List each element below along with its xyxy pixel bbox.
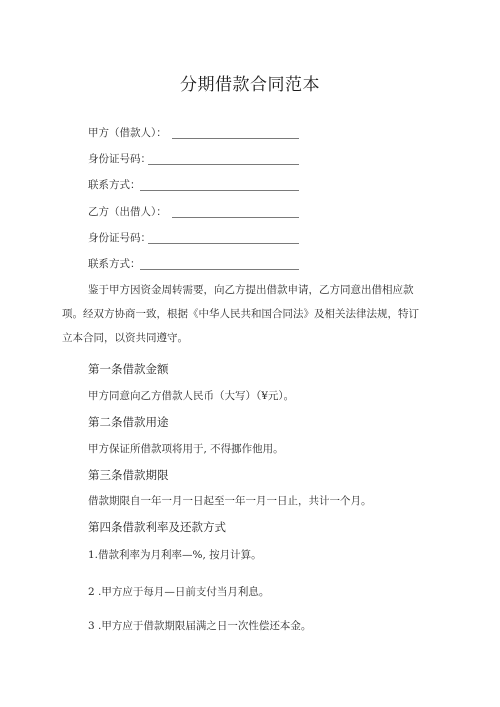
- borrower-contact-underline: [140, 190, 299, 191]
- lender-contact-underline: [140, 269, 299, 270]
- lender-id-underline: [148, 243, 299, 244]
- borrower-name-field: [88, 125, 167, 140]
- lender-contact-field: [88, 256, 141, 271]
- document-title: 分期借款合同范本: [180, 75, 320, 95]
- preamble-line-2: 项。经双方协商一致，根据《中华人民共和国合同法》及相关法律法规，特订: [62, 308, 419, 320]
- clause-3: 3 .甲方应于借款期限届满之日一次性偿还本金。: [88, 620, 312, 632]
- preamble-line-1: 鉴于甲方因资金周转需要，向乙方提出借款申请，乙方同意出借相应款: [88, 284, 414, 296]
- lender-name-label: 乙方（出借人）：: [88, 206, 167, 218]
- borrower-contact-field: [88, 177, 141, 192]
- lender-id-label: 身份证号码：: [88, 232, 151, 244]
- borrower-id-label: 身份证号码：: [88, 153, 151, 165]
- borrower-id-underline: [148, 164, 299, 165]
- clause-1: 1.借款利率为月利率—%, 按月计算。: [88, 549, 262, 561]
- article-2-heading: 第二条借款用途: [88, 415, 169, 429]
- article-1-heading: 第一条借款金额: [88, 362, 169, 376]
- article-3-body: 借款期限自一年一月一日起至一年一月一日止，共计一个月。: [88, 495, 372, 507]
- article-4-heading: 第四条借款利率及还款方式: [88, 520, 226, 534]
- lender-contact-label: 联系方式：: [88, 258, 141, 270]
- borrower-contact-label: 联系方式：: [88, 179, 141, 191]
- clause-2: 2 .甲方应于每月—日前支付当月利息。: [88, 586, 270, 598]
- borrower-name-label: 甲方（借款人）：: [88, 127, 167, 139]
- borrower-name-underline: [172, 138, 299, 139]
- article-1-body: 甲方同意向乙方借款人民币（大写）（¥元）。: [88, 390, 295, 402]
- lender-name-field: [88, 204, 167, 219]
- lender-name-underline: [172, 217, 299, 218]
- preamble-line-3: 立本合同，以资共同遵守。: [62, 332, 188, 344]
- article-2-body: 甲方保证所借款项将用于, 不得挪作他用。: [88, 443, 284, 455]
- lender-id-field: [88, 230, 151, 245]
- borrower-id-field: [88, 151, 151, 166]
- article-3-heading: 第三条借款期限: [88, 468, 169, 482]
